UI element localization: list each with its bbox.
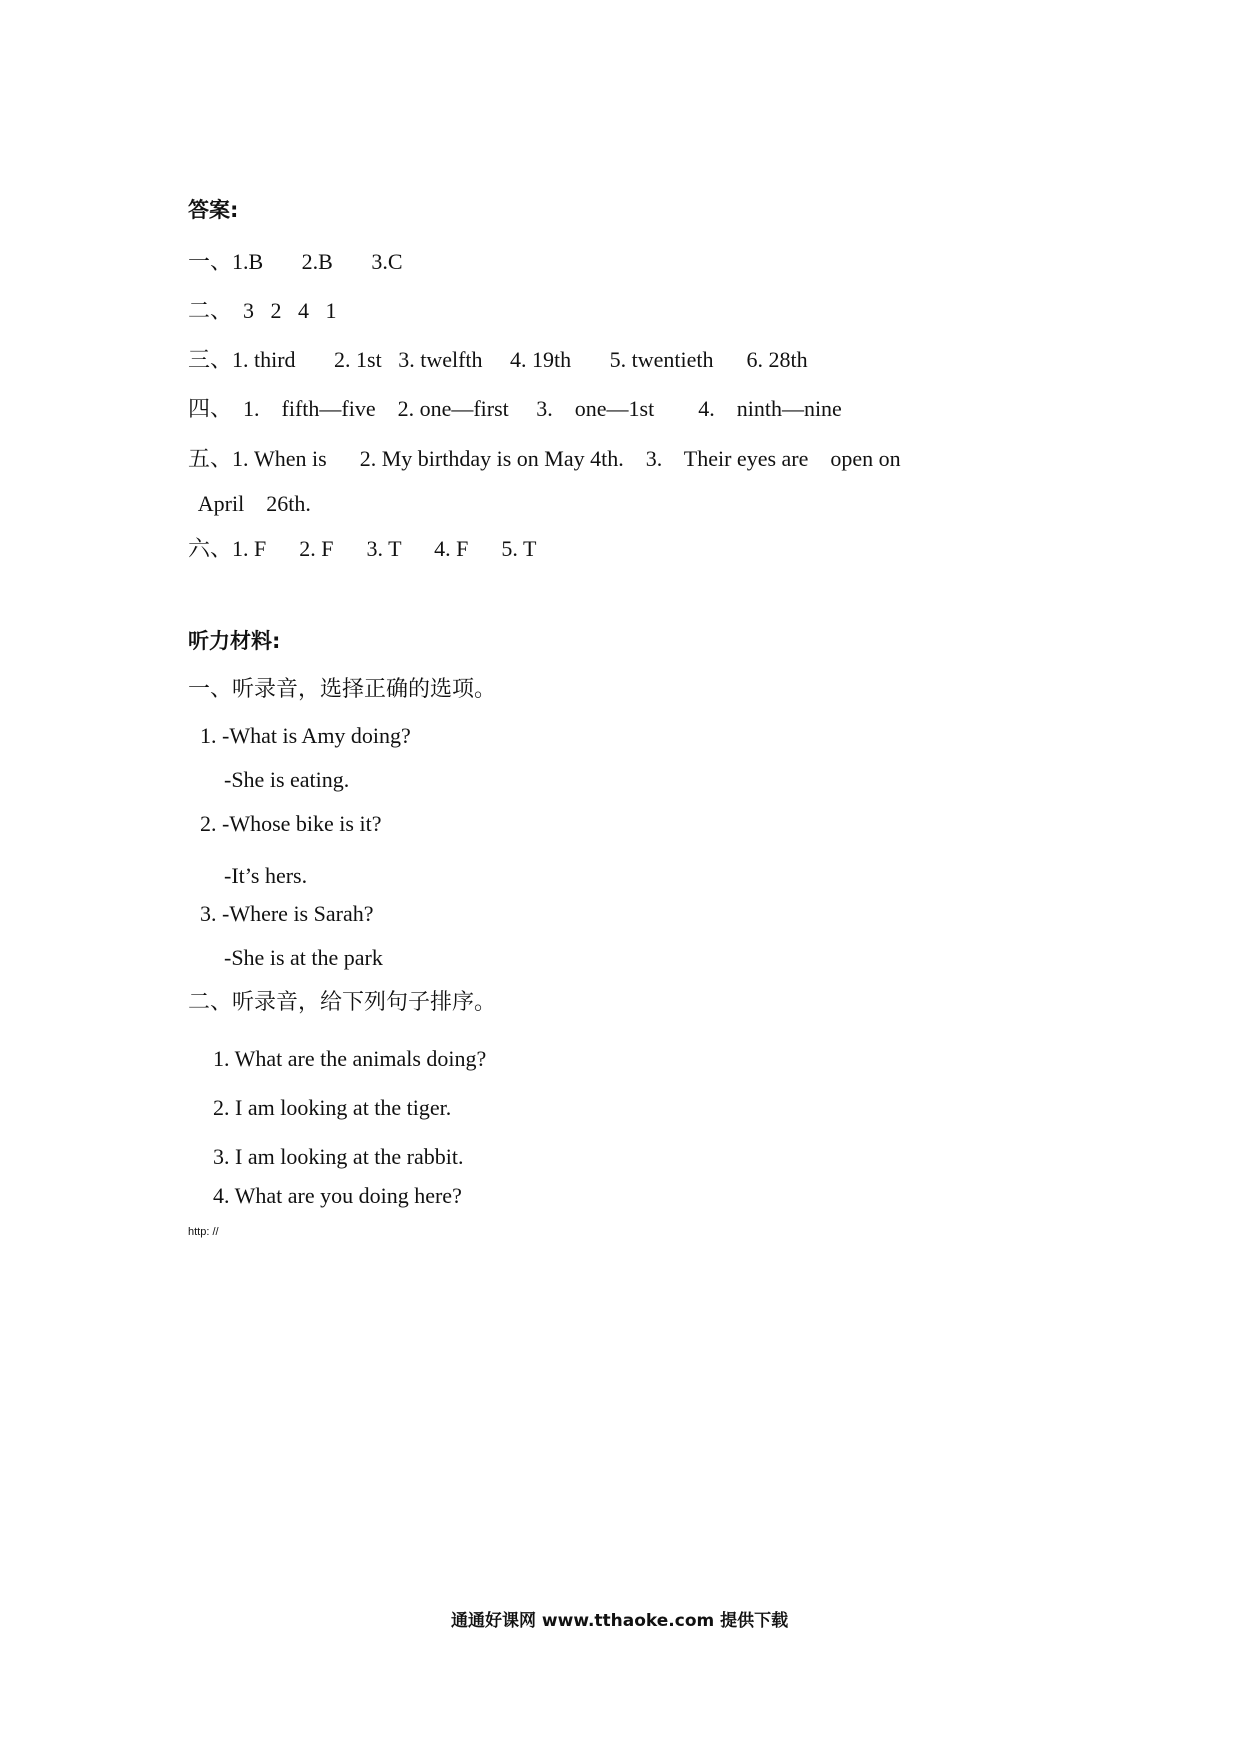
- answer-line-3: 三、1. third 2. 1st 3. twelfth 4. 19th 5. twentieth 6. 28th: [188, 347, 808, 372]
- answers-heading: 答案:: [188, 198, 239, 222]
- listening-part2-item: 2. I am looking at the tiger.: [213, 1095, 452, 1120]
- listening-part2-item: 4. What are you doing here?: [213, 1183, 462, 1208]
- answer-line-6: 六、1. F 2. F 3. T 4. F 5. T: [188, 536, 537, 561]
- listening-part1-item: 1. -What is Amy doing?: [200, 723, 411, 748]
- listening-part1-item: -She is at the park: [224, 945, 383, 970]
- listening-part2-item: 1. What are the animals doing?: [213, 1046, 487, 1071]
- answer-line-5: 五、1. When is 2. My birthday is on May 4th. 3. Their eyes are open on: [188, 446, 901, 471]
- answer-line-4: 四、 1. fifth—five 2. one—first 3. one—1st 4. ninth—nine: [188, 396, 842, 421]
- listening-part2-title: 二、听录音，给下列句子排序。: [188, 989, 497, 1014]
- answer-line-1: 一、1.B 2.B 3.C: [188, 249, 403, 274]
- url-text: http: //: [188, 1226, 219, 1238]
- listening-part1-item: -It’s hers.: [224, 863, 308, 888]
- answer-line-5-continued: April 26th.: [188, 491, 311, 516]
- footer-credit: 通通好课网 www.tthaoke.com 提供下载: [451, 1611, 789, 1631]
- listening-part2-item: 3. I am looking at the rabbit.: [213, 1144, 464, 1169]
- listening-part1-item: -She is eating.: [224, 767, 350, 792]
- listening-part1-item: 3. -Where is Sarah?: [200, 901, 374, 926]
- answer-line-2: 二、 3 2 4 1: [188, 298, 337, 323]
- listening-heading: 听力材料:: [188, 629, 281, 653]
- listening-part1-item: 2. -Whose bike is it?: [200, 811, 382, 836]
- listening-part1-title: 一、听录音，选择正确的选项。: [188, 676, 497, 701]
